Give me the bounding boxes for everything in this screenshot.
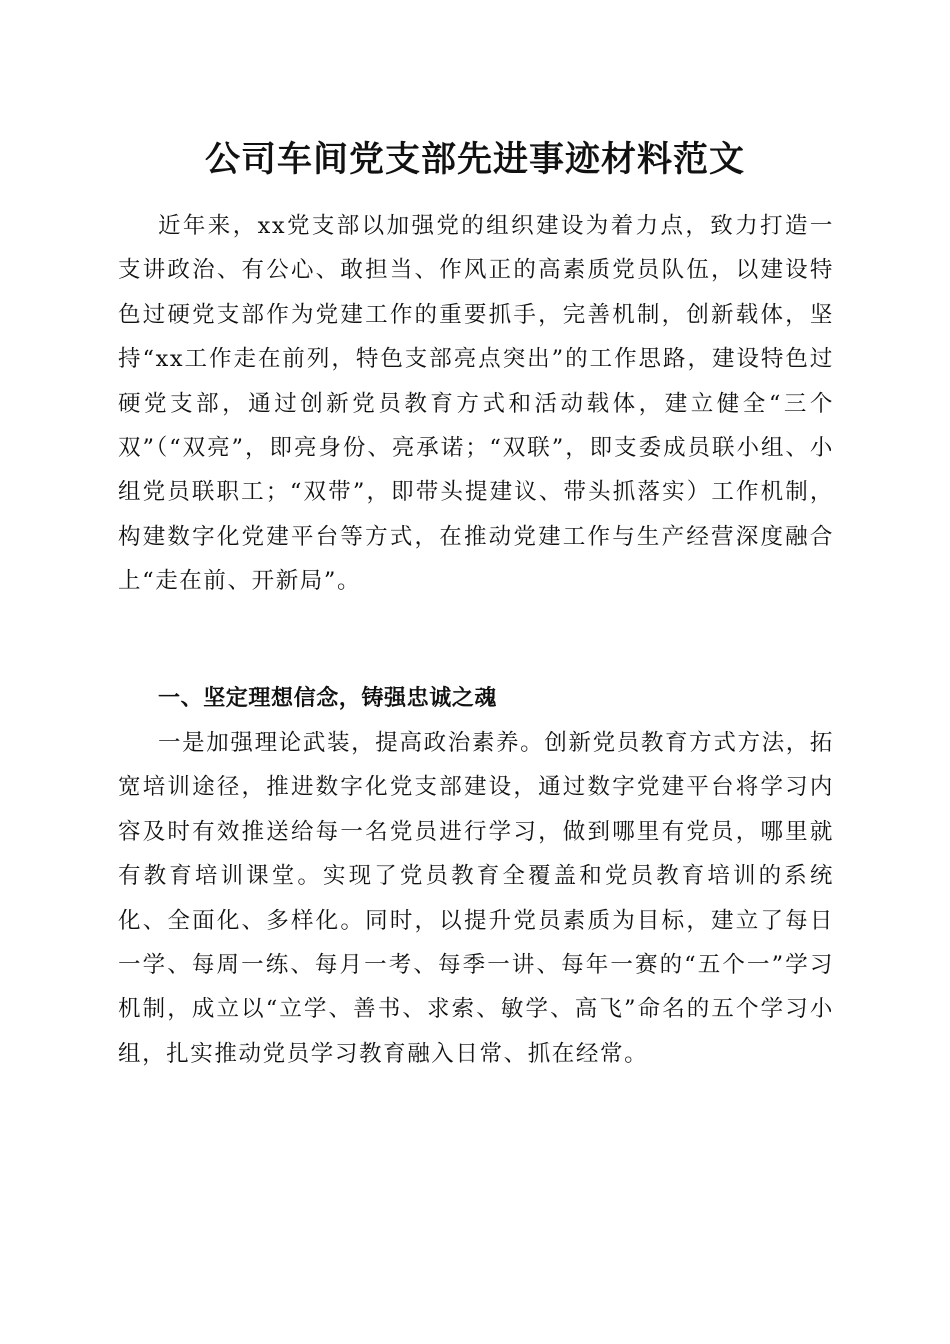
document-title: 公司车间党支部先进事迹材料范文: [204, 139, 745, 180]
section-heading: 一、坚定理想信念，铸强忠诚之魂: [158, 686, 498, 711]
paragraph-lead-sentence: 一是加强理论武装，提高政治素养。: [158, 730, 545, 756]
intro-paragraph: 近年来，xx党支部以加强党的组织建设为着力点，致力打造一支讲政治、有公心、敢担当、作风正的高素质党员队伍，以建设特色过硬党支部作为党建工作的重要抓手，完善机制，创新载体，坚持“xx工作走在前列，特色支部亮点突出”的工作思路，建设特色过硬党支部，通过创新党员教育方式和活动载体，建立健全“三个双”（“双亮”，即亮身份、亮承诺；“双联”，即支委成员联小组、小组党员联职工；“双带”，即带头提建议、带头抓落实）工作机制，构建数字化党建平台等方式，在推动党建工作与生产经营深度融合上“走在前、开新局”。: [118, 213, 834, 595]
section-paragraph: [118, 721, 834, 1076]
paragraph-body-text: 创新党员教育方式方法，拓宽培训途径，推进数字化党支部建设，通过数字党建平台将学习内容及时有效推送给每一名党员进行学习，做到哪里有党员，哪里就有教育培训课堂。实现了党员教育全覆盖和党员教育培训的系统化、全面化、多样化。同时，以提升党员素质为目标，建立了每日一学、每周一练、每月一考、每季一讲、每年一赛的“五个一”学习机制，成立以“立学、善书、求索、敏学、高飞”命名的五个学习小组，扎实推动党员学习教育融入日常、抓在经常。: [118, 730, 834, 1067]
